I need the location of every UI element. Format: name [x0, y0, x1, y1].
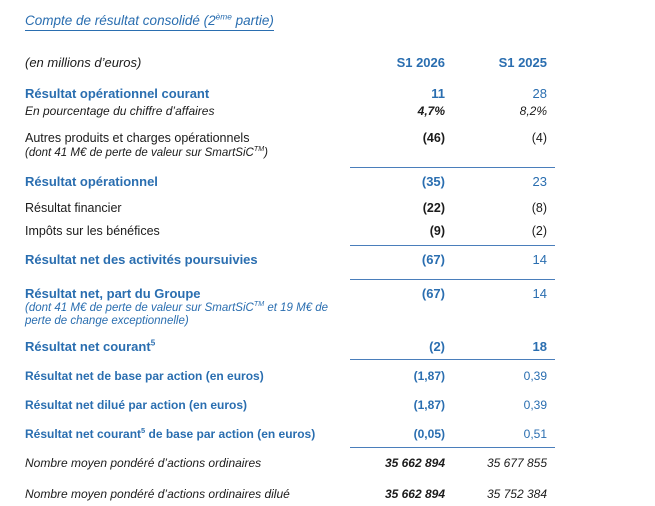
row-resultat-net-courant-base-par-action [25, 427, 547, 442]
row-autres-produits-charges [25, 131, 547, 161]
row-resultat-operationnel [25, 174, 547, 189]
row-resultat-net-base-par-action-value-s1-2025: 0,39 [523, 368, 547, 383]
row-resultat-financier-value-s1-2025: (8) [531, 200, 547, 215]
row-resultat-net-base-par-action-label: Résultat net de base par action (en euros) [25, 368, 264, 383]
row-resultat-operationnel-label: Résultat opérationnel [25, 173, 158, 189]
divider-4 [350, 359, 555, 360]
page-title: Compte de résultat consolidé (2ème partie) [25, 13, 274, 31]
row-resultat-operationnel-value-s1-2026: (35) [421, 173, 445, 189]
divider-3 [350, 279, 555, 280]
row-resultat-net-activites-poursuivies-value-s1-2025: 14 [532, 251, 547, 267]
row-impots-benefices-value-s1-2025: (2) [531, 223, 547, 238]
row-resultat-net-dilue-par-action-value-s1-2026: (1,87) [413, 397, 445, 412]
column-header-s1-2025: S1 2025 [498, 55, 547, 70]
row-nombre-actions-ordinaires-dilue [25, 487, 547, 502]
row-resultat-net-courant-label: Résultat net courant$^5$ [25, 338, 156, 354]
row-resultat-operationnel-courant-value-s1-2026: 11 [431, 86, 445, 101]
superscript: 5 [141, 425, 146, 435]
divider-5 [350, 447, 555, 448]
row-resultat-net-part-groupe-label: Résultat net, part du Groupe (dont 41 M€ de perte de valeur sur SmartSiC™ et 19 M€ de perte de change exceptionnelle) [25, 286, 350, 329]
row-autres-produits-charges-value-s1-2025: (4) [531, 131, 547, 145]
superscript: 5 [150, 338, 156, 348]
row-resultat-net-courant-base-par-action-value-s1-2026: (0,05) [413, 426, 445, 441]
row-resultat-net-activites-poursuivies [25, 252, 547, 267]
row-resultat-operationnel-value-s1-2025: 23 [532, 173, 547, 189]
row-pourcentage-chiffre-affaires-value-s1-2026: 4,7% [417, 104, 445, 118]
row-resultat-financier-value-s1-2026: (22) [422, 200, 445, 215]
row-resultat-operationnel-courant-value-s1-2025: 28 [532, 86, 547, 101]
column-header-s1-2026: S1 2026 [396, 55, 445, 70]
row-resultat-net-courant-base-par-action-value-s1-2025: 0,51 [523, 426, 547, 441]
row-pourcentage-chiffre-affaires-value-s1-2025: 8,2% [519, 104, 547, 118]
row-resultat-net-part-groupe-note: (dont 41 M€ de perte de valeur sur SmartSiC™ et 19 M€ de perte de change exceptionnelle) [25, 299, 329, 327]
row-autres-produits-charges-label: Autres produits et charges opérationnels (dont 41 M€ de perte de valeur sur SmartSiC™) [25, 131, 350, 161]
row-pourcentage-chiffre-affaires [25, 104, 547, 119]
divider-2 [350, 245, 555, 246]
row-resultat-financier-label: Résultat financier [25, 200, 122, 215]
row-resultat-net-courant-base-par-action-label: Résultat net courant$^5$ de base par action (en euros) [25, 425, 316, 441]
row-resultat-net-courant-value-s1-2026: (2) [429, 338, 445, 354]
row-nombre-actions-ordinaires-dilue-value-s1-2026: 35 662 894 [384, 486, 445, 501]
row-impots-benefices-label: Impôts sur les bénéfices [25, 223, 160, 238]
row-resultat-net-dilue-par-action [25, 398, 547, 413]
row-resultat-net-dilue-par-action-label: Résultat net dilué par action (en euros) [25, 397, 248, 412]
row-resultat-net-courant-value-s1-2025: 18 [532, 338, 547, 354]
row-resultat-net-activites-poursuivies-label: Résultat net des activités poursuivies [25, 251, 258, 267]
row-resultat-net-part-groupe [25, 286, 547, 329]
row-resultat-net-base-par-action-value-s1-2026: (1,87) [413, 368, 445, 383]
row-nombre-actions-ordinaires-value-s1-2025: 35 677 855 [486, 455, 547, 470]
row-impots-benefices-value-s1-2026: (9) [429, 223, 445, 238]
row-impots-benefices [25, 224, 547, 239]
divider-1 [350, 167, 555, 168]
row-nombre-actions-ordinaires-dilue-label: Nombre moyen pondéré d’actions ordinaires dilué [25, 486, 290, 501]
row-resultat-net-part-groupe-value-s1-2026: (67) [421, 285, 445, 301]
row-resultat-net-base-par-action [25, 369, 547, 384]
row-nombre-actions-ordinaires-label: Nombre moyen pondéré d’actions ordinaires [25, 455, 262, 470]
row-pourcentage-chiffre-affaires-label: En pourcentage du chiffre d’affaires [25, 104, 215, 118]
row-resultat-net-courant [25, 339, 547, 354]
row-resultat-net-activites-poursuivies-value-s1-2026: (67) [421, 251, 445, 267]
superscript: ème [215, 11, 232, 22]
superscript: TM [253, 299, 265, 308]
row-resultat-net-part-groupe-value-s1-2025: 14 [532, 285, 547, 301]
superscript: TM [253, 145, 265, 154]
table-body [25, 86, 547, 502]
row-resultat-operationnel-courant [25, 86, 547, 101]
row-autres-produits-charges-value-s1-2026: (46) [422, 131, 445, 145]
row-nombre-actions-ordinaires [25, 456, 547, 471]
row-nombre-actions-ordinaires-value-s1-2026: 35 662 894 [384, 455, 445, 470]
row-nombre-actions-ordinaires-dilue-value-s1-2025: 35 752 384 [486, 486, 547, 501]
row-autres-produits-charges-note: (dont 41 M€ de perte de valeur sur SmartSiC™) [25, 145, 268, 159]
table-header-row [25, 55, 547, 70]
unit-label: (en millions d’euros) [25, 55, 142, 70]
row-resultat-operationnel-courant-label: Résultat opérationnel courant [25, 86, 210, 101]
row-resultat-net-dilue-par-action-value-s1-2025: 0,39 [523, 397, 547, 412]
row-resultat-financier [25, 201, 547, 216]
